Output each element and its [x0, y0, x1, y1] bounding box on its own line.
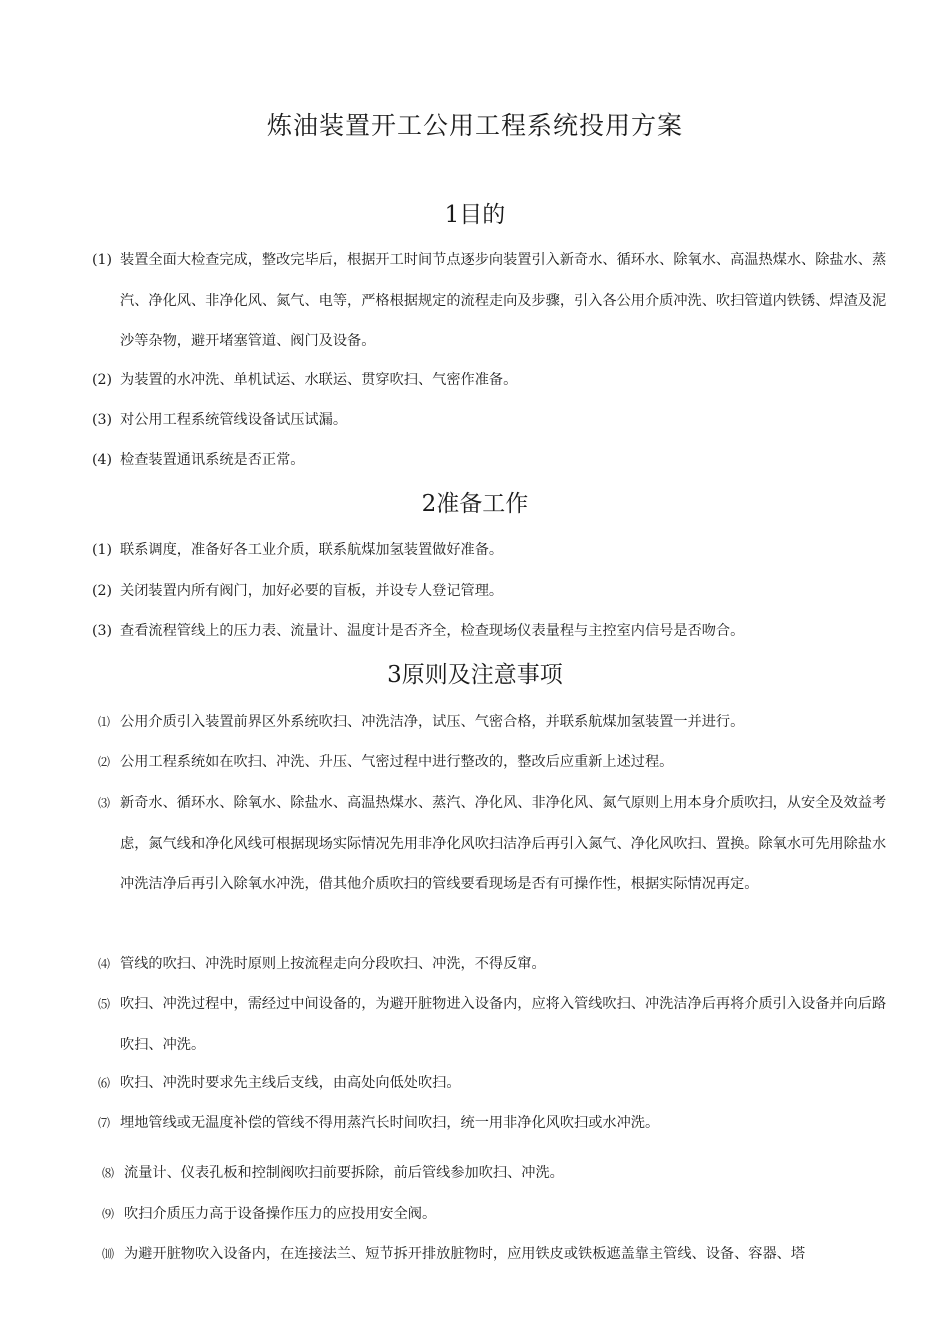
section-heading-principles: 3原则及注意事项 [387, 662, 563, 688]
item-text: 公用工程系统如在吹扫、冲洗、升压、气密过程中进行整改的，整改后应重新上述过程。 [120, 754, 674, 770]
item-text: 为避开脏物吹入设备内，在连接法兰、短节拆开排放脏物时，应用铁皮或铁板遮盖靠主管线、设备、容器、塔 [124, 1246, 806, 1262]
section-heading-purpose: 1目的 [444, 202, 506, 228]
item-marker: ⑹ [98, 1076, 111, 1090]
item-text: 联系调度，准备好各工业介质，联系航煤加氢装置做好准备。 [120, 542, 504, 558]
item-marker: ⑼ [102, 1207, 115, 1221]
item-text: 为装置的水冲洗、单机试运、水联运、贯穿吹扫、气密作准备。 [120, 372, 518, 388]
item-text: 装置全面大检查完成，整改完毕后，根据开工时间节点逐步向装置引入新奇水、循环水、除氧水、高温热煤水、除盐水、蒸汽、净化风、非净化风、氮气、电等，严格根据规定的流程走向及步骤，引入各公用介质冲洗、吹扫管道内铁锈、焊渣及泥沙等杂物，避开堵塞管道、阀门及设备。 [120, 252, 887, 349]
item-marker: (1) [92, 542, 113, 558]
list-item [92, 783, 892, 905]
list-item [92, 530, 892, 571]
item-text: 埋地管线或无温度补偿的管线不得用蒸汽长时间吹扫，统一用非净化风吹扫或水冲洗。 [120, 1115, 660, 1131]
item-text: 吹扫、冲洗过程中，需经过中间设备的，为避开脏物进入设备内，应将入管线吹扫、冲洗洁净后再将介质引入设备并向后路吹扫、冲洗。 [120, 996, 887, 1053]
item-marker: ⑵ [98, 755, 111, 769]
item-marker: ⑴ [98, 715, 111, 729]
item-text: 查看流程管线上的压力表、流量计、温度计是否齐全，检查现场仪表量程与主控室内信号是否吻合。 [120, 623, 745, 639]
item-marker: ⑻ [102, 1166, 115, 1180]
item-marker: (3) [92, 412, 113, 428]
list-item [92, 1103, 892, 1144]
item-text: 新奇水、循环水、除氧水、除盐水、高温热煤水、蒸汽、净化风、非净化风、氮气原则上用本身介质吹扫，从安全及效益考虑，氮气线和净化风线可根据现场实际情况先用非净化风吹扫洁净后再引入氮气、净化风吹扫、置换。除氧水可先用除盐水冲洗洁净后再引入除氧水冲洗，借其他介质吹扫的管线要看现场是否有可操作性，根据实际情况再定。 [120, 795, 887, 892]
section-heading-preparation: 2准备工作 [421, 491, 529, 517]
item-marker: (2) [92, 583, 113, 599]
item-marker: (3) [92, 623, 113, 639]
item-text: 管线的吹扫、冲洗时原则上按流程走向分段吹扫、冲洗，不得反窜。 [120, 956, 546, 972]
list-item [92, 984, 892, 1065]
list-item [92, 611, 892, 652]
list-item [96, 1194, 896, 1235]
list-item [92, 702, 892, 743]
item-marker: (1) [92, 252, 113, 268]
list-item [92, 240, 892, 362]
document-title: 炼油装置开工公用工程系统投用方案 [266, 111, 683, 140]
item-marker: ⑺ [98, 1116, 111, 1130]
item-marker: (2) [92, 372, 113, 388]
item-marker: ⑽ [102, 1247, 115, 1261]
item-text: 检查装置通讯系统是否正常。 [120, 452, 305, 468]
list-item [92, 944, 892, 985]
item-marker: ⑸ [98, 997, 111, 1011]
list-item [96, 1234, 892, 1275]
item-text: 对公用工程系统管线设备试压试漏。 [120, 412, 348, 428]
item-text: 关闭装置内所有阀门，加好必要的盲板，并设专人登记管理。 [120, 583, 504, 599]
list-item [92, 440, 892, 481]
list-item [92, 400, 892, 441]
item-text: 流量计、仪表孔板和控制阀吹扫前要拆除，前后管线参加吹扫、冲洗。 [124, 1165, 564, 1181]
list-item [92, 1063, 892, 1104]
list-item [92, 742, 892, 783]
item-text: 吹扫介质压力高于设备操作压力的应投用安全阀。 [124, 1206, 437, 1222]
item-marker: (4) [92, 452, 113, 468]
list-item [92, 360, 892, 401]
list-item [92, 571, 892, 612]
item-text: 吹扫、冲洗时要求先主线后支线，由高处向低处吹扫。 [120, 1075, 461, 1091]
item-marker: ⑶ [98, 796, 111, 810]
item-marker: ⑷ [98, 957, 111, 971]
item-text: 公用介质引入装置前界区外系统吹扫、冲洗洁净，试压、气密合格，并联系航煤加氢装置一并进行。 [120, 714, 745, 730]
list-item [96, 1153, 896, 1194]
